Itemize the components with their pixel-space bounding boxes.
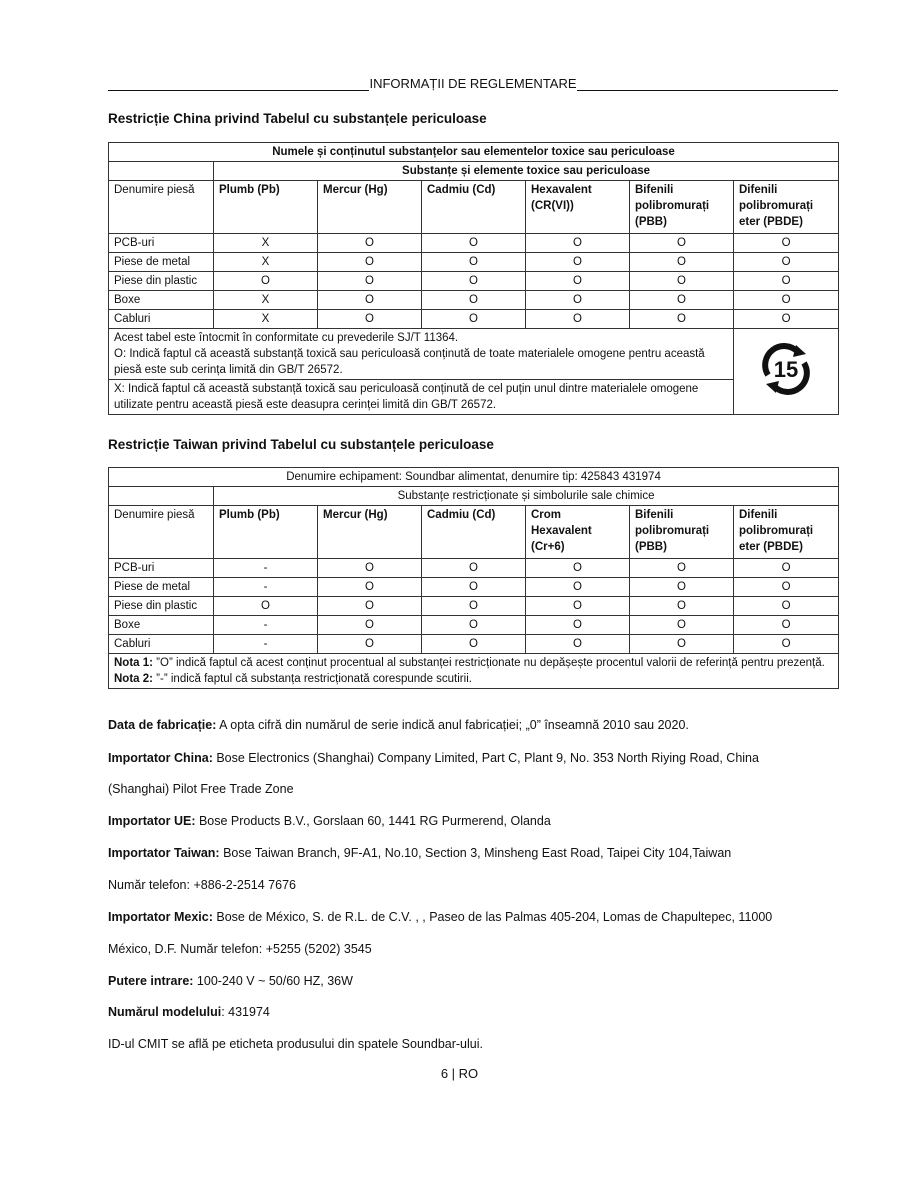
cell-value: O xyxy=(526,253,630,272)
cell-value: O xyxy=(422,578,526,597)
cell-value: O xyxy=(734,291,839,310)
cell-value: O xyxy=(734,559,839,578)
note-label: Nota 1: xyxy=(114,657,153,669)
cell-value: O xyxy=(630,310,734,329)
info-line xyxy=(108,846,731,860)
table-title: Denumire echipament: Soundbar alimentat, denumire tip: 425843 431974 xyxy=(109,468,839,487)
table-title-row xyxy=(109,468,839,487)
column-header: Denumire piesă xyxy=(109,181,214,234)
info-text: Bose Taiwan Branch, 9F-A1, No.10, Section 3, Minsheng East Road, Taipei City 104,Taiwan xyxy=(219,846,732,860)
cell-value: O xyxy=(526,578,630,597)
info-line xyxy=(108,974,353,988)
info-line xyxy=(108,1005,270,1019)
note-2 xyxy=(114,671,833,687)
table-row xyxy=(109,578,839,597)
notes-row xyxy=(109,654,839,689)
info-label: Importator UE: xyxy=(108,814,196,828)
eco-logo-cell xyxy=(734,329,839,415)
cell-value: O xyxy=(422,291,526,310)
cell-value: X xyxy=(214,291,318,310)
part-name: Cabluri xyxy=(109,635,214,654)
cell-value: O xyxy=(630,272,734,291)
notes-row xyxy=(109,329,839,380)
cell-value: X xyxy=(214,253,318,272)
column-header: Plumb (Pb) xyxy=(214,506,318,559)
cell-value: - xyxy=(214,559,318,578)
part-name: Piese din plastic xyxy=(109,597,214,616)
cell-value: O xyxy=(214,597,318,616)
info-text: A opta cifră din numărul de serie indică anul fabricației; „0” înseamnă 2010 sau 2020. xyxy=(216,718,689,732)
info-line xyxy=(108,814,551,828)
cell-value: O xyxy=(526,272,630,291)
cell-value: O xyxy=(630,253,734,272)
cell-value: O xyxy=(630,597,734,616)
group-header-row xyxy=(109,487,839,506)
cell-value: O xyxy=(526,234,630,253)
table-row xyxy=(109,310,839,329)
cell-value: - xyxy=(214,635,318,654)
cell-value: - xyxy=(214,578,318,597)
table-row xyxy=(109,272,839,291)
cell-value: O xyxy=(318,597,422,616)
part-name: Piese de metal xyxy=(109,253,214,272)
cell-value: O xyxy=(422,616,526,635)
part-name: Piese de metal xyxy=(109,578,214,597)
cell-value: O xyxy=(630,616,734,635)
column-header: Cadmiu (Cd) xyxy=(422,181,526,234)
info-text: ID-ul CMIT se află pe eticheta produsului din spatele Soundbar-ului. xyxy=(108,1037,483,1051)
note-standard: Acest tabel este întocmit în conformitate cu prevederile SJ/T 11364. xyxy=(114,332,459,344)
cell-value: O xyxy=(734,234,839,253)
cell-value: O xyxy=(630,291,734,310)
china-section-title: Restricție China privind Tabelul cu substanțele periculoase xyxy=(108,111,487,126)
notes-cell xyxy=(109,654,839,689)
table-row xyxy=(109,635,839,654)
column-header: Hexavalent (CR(VI)) xyxy=(526,181,630,234)
cell-value: O xyxy=(318,578,422,597)
group-header-row xyxy=(109,162,839,181)
cell-value: O xyxy=(526,310,630,329)
info-label: Importator Mexic: xyxy=(108,910,213,924)
cell-value: O xyxy=(214,272,318,291)
cell-value: O xyxy=(422,253,526,272)
cell-value: O xyxy=(734,310,839,329)
info-label: Importator China: xyxy=(108,751,213,765)
info-text: Bose Electronics (Shanghai) Company Limited, Part C, Plant 9, No. 353 North Riying Road, China xyxy=(212,751,759,765)
part-name: Piese din plastic xyxy=(109,272,214,291)
note-text: ”-” indică faptul că substanța restricționată corespunde scutirii. xyxy=(152,673,472,685)
cell-value: O xyxy=(526,635,630,654)
note-text: ”O” indică faptul că acest conținut procentual al substanței restricționate nu depășește procentul valorii de referință pentru prezență. xyxy=(152,657,825,669)
table-row xyxy=(109,234,839,253)
table-row xyxy=(109,597,839,616)
column-header-row xyxy=(109,181,839,234)
info-text: México, D.F. Număr telefon: +5255 (5202) 3545 xyxy=(108,942,372,956)
part-name: Boxe xyxy=(109,616,214,635)
cell-value: O xyxy=(734,635,839,654)
note-o: O: Indică faptul că această substanță toxică sau periculoasă conținută de toate materialele omogene pentru această piesă este sub cerința limită din GB/T 26572. xyxy=(114,348,705,376)
cell-value: O xyxy=(318,291,422,310)
cell-value: O xyxy=(318,234,422,253)
info-line xyxy=(108,1037,483,1051)
info-line xyxy=(108,718,689,732)
cell-value: O xyxy=(318,559,422,578)
column-header: Difenili polibromurați eter (PBDE) xyxy=(734,181,839,234)
cell-value: X xyxy=(214,310,318,329)
info-line xyxy=(108,878,296,892)
info-line xyxy=(108,942,372,956)
note-1 xyxy=(114,655,833,671)
table-title: Numele și conținutul substanțelor sau elementelor toxice sau periculoase xyxy=(109,143,839,162)
cell-value: O xyxy=(422,272,526,291)
part-name: PCB-uri xyxy=(109,559,214,578)
info-text: Număr telefon: +886-2-2514 7676 xyxy=(108,878,296,892)
column-header: Plumb (Pb) xyxy=(214,181,318,234)
column-header: Cadmiu (Cd) xyxy=(422,506,526,559)
cell-value: O xyxy=(318,272,422,291)
column-header: Crom Hexavalent (Cr+6) xyxy=(526,506,630,559)
column-header: Difenili polibromurați eter (PBDE) xyxy=(734,506,839,559)
cell-value: O xyxy=(526,559,630,578)
part-name: Boxe xyxy=(109,291,214,310)
cell-value: O xyxy=(630,559,734,578)
cell-value: O xyxy=(734,616,839,635)
page-header xyxy=(108,76,838,91)
column-header-row xyxy=(109,506,839,559)
cell-value: - xyxy=(214,616,318,635)
cell-value: O xyxy=(734,253,839,272)
column-header: Denumire piesă xyxy=(109,506,214,559)
empty-cell xyxy=(109,487,214,506)
table-row xyxy=(109,616,839,635)
cell-value: O xyxy=(422,597,526,616)
note-x: X: Indică faptul că această substanță toxică sau periculoasă conținută de cel puțin unul dintre materialele omogene utilizate pentru această piesă este deasupra cerinței limită din GB/T 26572. xyxy=(109,380,734,415)
info-text: (Shanghai) Pilot Free Trade Zone xyxy=(108,782,294,796)
cell-value: O xyxy=(526,291,630,310)
cell-value: O xyxy=(422,310,526,329)
info-line xyxy=(108,751,759,765)
cell-value: O xyxy=(734,272,839,291)
cell-value: O xyxy=(318,253,422,272)
cell-value: O xyxy=(422,635,526,654)
table-row xyxy=(109,559,839,578)
cell-value: X xyxy=(214,234,318,253)
svg-text:15: 15 xyxy=(773,357,799,382)
page-number: 6 | RO xyxy=(440,1066,479,1081)
cell-value: O xyxy=(422,234,526,253)
cell-value: O xyxy=(318,310,422,329)
group-header: Substanțe restricționate și simbolurile sale chimice xyxy=(214,487,839,506)
cell-value: O xyxy=(734,597,839,616)
info-label: Data de fabricație: xyxy=(108,718,217,732)
group-header: Substanțe și elemente toxice sau periculoase xyxy=(214,162,839,181)
notes-row xyxy=(109,380,839,415)
cell-value: O xyxy=(526,616,630,635)
column-header: Bifenili polibromurați (PBB) xyxy=(630,181,734,234)
column-header: Mercur (Hg) xyxy=(318,506,422,559)
table-row xyxy=(109,253,839,272)
table-row xyxy=(109,291,839,310)
table-title-row xyxy=(109,143,839,162)
info-line xyxy=(108,782,294,796)
info-text: 100-240 V ~ 50/60 HZ, 36W xyxy=(193,974,353,988)
part-name: Cabluri xyxy=(109,310,214,329)
column-header: Bifenili polibromurați (PBB) xyxy=(630,506,734,559)
cell-value: O xyxy=(422,559,526,578)
taiwan-section-title: Restricție Taiwan privind Tabelul cu substanțele periculoase xyxy=(108,437,494,452)
cell-value: O xyxy=(318,635,422,654)
cell-value: O xyxy=(630,578,734,597)
cell-value: O xyxy=(630,635,734,654)
note-label: Nota 2: xyxy=(114,673,153,685)
part-name: PCB-uri xyxy=(109,234,214,253)
info-text: Bose de México, S. de R.L. de C.V. , , Paseo de las Palmas 405-204, Lomas de Chapultepec, 11000 xyxy=(212,910,773,924)
cell-value: O xyxy=(734,578,839,597)
china-hazardous-table xyxy=(108,142,839,415)
empty-cell xyxy=(109,162,214,181)
info-label: Numărul modelului xyxy=(108,1005,222,1019)
cell-value: O xyxy=(630,234,734,253)
epup-15-logo-icon xyxy=(758,341,814,397)
taiwan-hazardous-table xyxy=(108,467,839,689)
info-label: Importator Taiwan: xyxy=(108,846,220,860)
info-line xyxy=(108,910,772,924)
info-text: Bose Products B.V., Gorslaan 60, 1441 RG Purmerend, Olanda xyxy=(195,814,551,828)
column-header: Mercur (Hg) xyxy=(318,181,422,234)
notes-cell xyxy=(109,329,734,380)
info-label: Putere intrare: xyxy=(108,974,194,988)
info-text: : 431974 xyxy=(221,1005,270,1019)
header-title: INFORMAȚII DE REGLEMENTARE xyxy=(369,76,577,91)
cell-value: O xyxy=(318,616,422,635)
cell-value: O xyxy=(526,597,630,616)
